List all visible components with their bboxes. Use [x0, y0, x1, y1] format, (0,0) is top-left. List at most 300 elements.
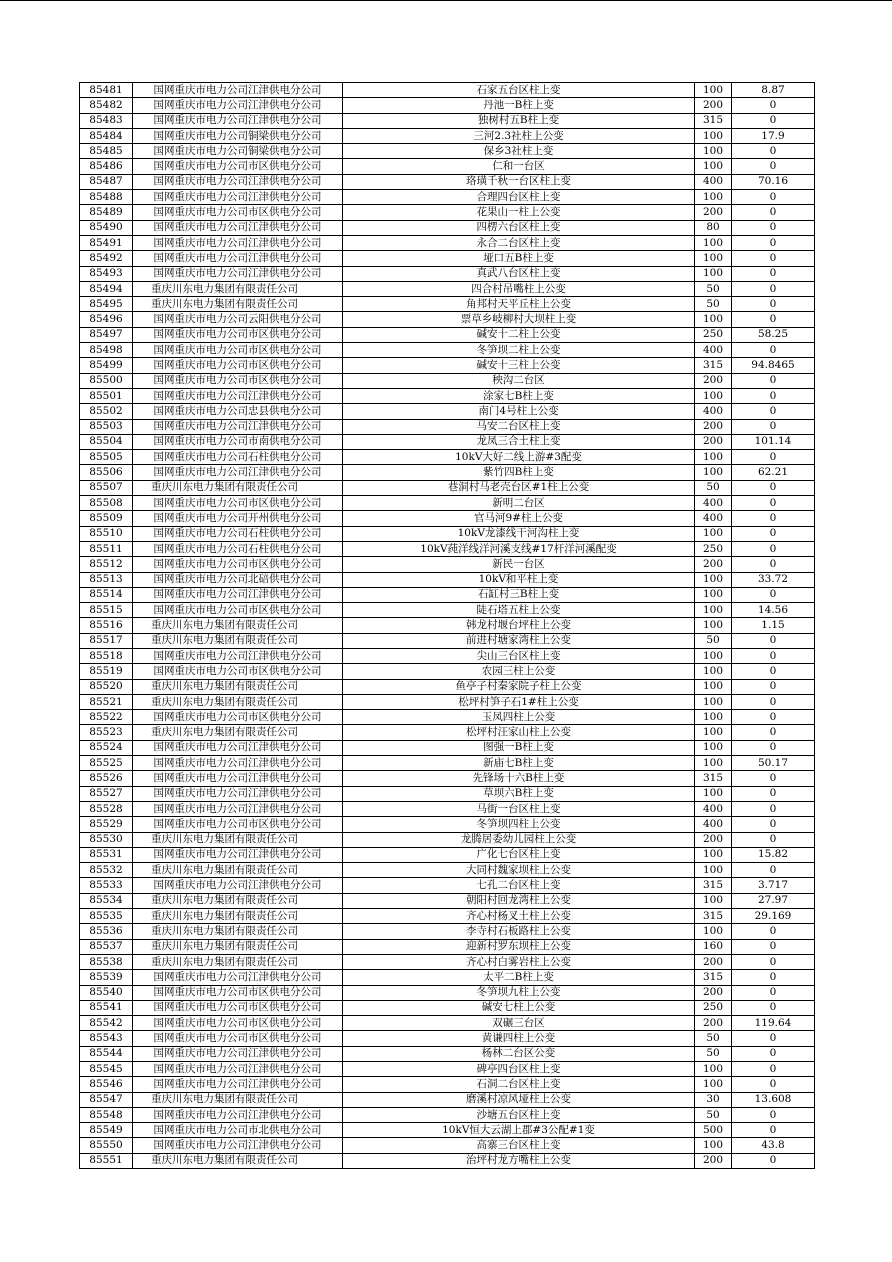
capacity-cell: 400 — [695, 343, 732, 358]
transformer-name-cell: 碑亭四台区柱上变 — [343, 1062, 695, 1077]
row-id-cell: 85502 — [80, 404, 133, 419]
capacity-cell: 315 — [695, 113, 732, 128]
transformer-name-cell: 合理四台区柱上变 — [343, 190, 695, 205]
transformer-name-cell: 垭口五B柱上变 — [343, 251, 695, 266]
row-id-cell: 85532 — [80, 863, 133, 878]
row-id-cell: 85541 — [80, 1000, 133, 1015]
capacity-cell: 100 — [695, 603, 732, 618]
row-id-cell: 85533 — [80, 878, 133, 893]
table-row — [80, 113, 815, 128]
capacity-cell: 100 — [695, 450, 732, 465]
company-cell: 国网重庆市电力公司江津供电分公司 — [133, 235, 343, 250]
capacity-cell: 100 — [695, 388, 732, 403]
capacity-cell: 315 — [695, 771, 732, 786]
top-rule — [0, 0, 892, 1]
table-row — [80, 358, 815, 373]
capacity-cell: 100 — [695, 924, 732, 939]
value-cell: 0 — [732, 235, 815, 250]
row-id-cell: 85482 — [80, 98, 133, 113]
capacity-cell: 200 — [695, 98, 732, 113]
value-cell: 0 — [732, 725, 815, 740]
row-id-cell: 85547 — [80, 1092, 133, 1107]
transformer-name-cell: 新庙七B柱上变 — [343, 756, 695, 771]
company-cell: 国网重庆市电力公司市区供电分公司 — [133, 496, 343, 511]
transformer-name-cell: 四合村吊嘴柱上公变 — [343, 281, 695, 296]
capacity-cell: 100 — [695, 618, 732, 633]
row-id-cell: 85488 — [80, 190, 133, 205]
row-id-cell: 85546 — [80, 1077, 133, 1092]
table-row — [80, 1031, 815, 1046]
company-cell: 重庆川东电力集团有限责任公司 — [133, 618, 343, 633]
company-cell: 国网重庆市电力公司江津供电分公司 — [133, 220, 343, 235]
capacity-cell: 315 — [695, 878, 732, 893]
value-cell: 0 — [732, 526, 815, 541]
value-cell: 0 — [732, 159, 815, 174]
capacity-cell: 100 — [695, 1138, 732, 1153]
transformer-name-cell: 花果山一柱上公变 — [343, 205, 695, 220]
transformer-name-cell: 10kV莼洋线洋河溪支线#17杆洋河溪配变 — [343, 541, 695, 556]
company-cell: 重庆川东电力集团有限责任公司 — [133, 633, 343, 648]
value-cell: 0 — [732, 1046, 815, 1061]
transformer-name-cell: 紫竹四B柱上变 — [343, 465, 695, 480]
row-id-cell: 85492 — [80, 251, 133, 266]
row-id-cell: 85499 — [80, 358, 133, 373]
capacity-cell: 100 — [695, 312, 732, 327]
company-cell: 国网重庆市电力公司市区供电分公司 — [133, 664, 343, 679]
company-cell: 国网重庆市电力公司石柱供电分公司 — [133, 450, 343, 465]
row-id-cell: 85503 — [80, 419, 133, 434]
company-cell: 国网重庆市电力公司江津供电分公司 — [133, 419, 343, 434]
capacity-cell: 100 — [695, 526, 732, 541]
transformer-name-cell: 高寨三台区柱上变 — [343, 1138, 695, 1153]
capacity-cell: 500 — [695, 1123, 732, 1138]
capacity-cell: 400 — [695, 511, 732, 526]
row-id-cell: 85525 — [80, 756, 133, 771]
transformer-name-cell: 沙塘五台区柱上变 — [343, 1107, 695, 1122]
transformer-name-cell: 尖山三台区柱上变 — [343, 648, 695, 663]
row-id-cell: 85536 — [80, 924, 133, 939]
capacity-cell: 400 — [695, 496, 732, 511]
transformer-name-cell: 南门4号柱上公变 — [343, 404, 695, 419]
value-cell: 0 — [732, 1123, 815, 1138]
row-id-cell: 85519 — [80, 664, 133, 679]
table-row — [80, 266, 815, 281]
company-cell: 重庆川东电力集团有限责任公司 — [133, 679, 343, 694]
table-row — [80, 618, 815, 633]
company-cell: 重庆川东电力集团有限责任公司 — [133, 725, 343, 740]
row-id-cell: 85509 — [80, 511, 133, 526]
capacity-cell: 100 — [695, 740, 732, 755]
company-cell: 国网重庆市电力公司江津供电分公司 — [133, 1107, 343, 1122]
value-cell: 62.21 — [732, 465, 815, 480]
table-row — [80, 480, 815, 495]
value-cell: 0 — [732, 970, 815, 985]
table-row — [80, 1046, 815, 1061]
row-id-cell: 85524 — [80, 740, 133, 755]
transformer-name-cell: 鱼亭子村秦家院子柱上公变 — [343, 679, 695, 694]
capacity-cell: 100 — [695, 144, 732, 159]
table-row — [80, 863, 815, 878]
transformer-name-cell: 票草乡岐柳村大坝柱上变 — [343, 312, 695, 327]
row-id-cell: 85514 — [80, 587, 133, 602]
transformer-name-cell: 永合二台区柱上变 — [343, 235, 695, 250]
table-row — [80, 1123, 815, 1138]
table-row — [80, 465, 815, 480]
value-cell: 29.169 — [732, 909, 815, 924]
company-cell: 重庆川东电力集团有限责任公司 — [133, 694, 343, 709]
row-id-cell: 85521 — [80, 694, 133, 709]
table-row — [80, 786, 815, 801]
transformer-name-cell: 巷洞村马老壳台区#1柱上公变 — [343, 480, 695, 495]
transformer-name-cell: 齐心村白雾岩柱上公变 — [343, 954, 695, 969]
capacity-cell: 100 — [695, 725, 732, 740]
transformer-name-cell: 冬笋坝二柱上公变 — [343, 343, 695, 358]
row-id-cell: 85545 — [80, 1062, 133, 1077]
value-cell: 0 — [732, 419, 815, 434]
value-cell: 0 — [732, 557, 815, 572]
transformer-name-cell: 秧沟二台区 — [343, 373, 695, 388]
capacity-cell: 200 — [695, 1016, 732, 1031]
value-cell: 43.8 — [732, 1138, 815, 1153]
table-row — [80, 1077, 815, 1092]
capacity-cell: 100 — [695, 465, 732, 480]
capacity-cell: 50 — [695, 1046, 732, 1061]
company-cell: 国网重庆市电力公司江津供电分公司 — [133, 587, 343, 602]
capacity-cell: 160 — [695, 939, 732, 954]
company-cell: 国网重庆市电力公司忠县供电分公司 — [133, 404, 343, 419]
transformer-name-cell: 涂家七B柱上变 — [343, 388, 695, 403]
row-id-cell: 85510 — [80, 526, 133, 541]
capacity-cell: 200 — [695, 373, 732, 388]
table-row — [80, 128, 815, 143]
table-row — [80, 664, 815, 679]
row-id-cell: 85538 — [80, 954, 133, 969]
table-row — [80, 878, 815, 893]
table-row — [80, 220, 815, 235]
capacity-cell: 100 — [695, 679, 732, 694]
table-row — [80, 725, 815, 740]
value-cell: 0 — [732, 985, 815, 1000]
company-cell: 国网重庆市电力公司江津供电分公司 — [133, 801, 343, 816]
table-row — [80, 587, 815, 602]
capacity-cell: 100 — [695, 266, 732, 281]
capacity-cell: 100 — [695, 648, 732, 663]
value-cell: 0 — [732, 450, 815, 465]
transformer-name-cell: 治坪村龙方嘴柱上公变 — [343, 1153, 695, 1168]
row-id-cell: 85513 — [80, 572, 133, 587]
row-id-cell: 85523 — [80, 725, 133, 740]
table-row — [80, 404, 815, 419]
value-cell: 15.82 — [732, 847, 815, 862]
transformer-name-cell: 马安二台区柱上变 — [343, 419, 695, 434]
transformer-name-cell: 10kV大好二线上游#3配变 — [343, 450, 695, 465]
table-row — [80, 694, 815, 709]
transformer-name-cell: 四楞六台区柱上变 — [343, 220, 695, 235]
row-id-cell: 85518 — [80, 648, 133, 663]
transformer-name-cell: 保乡3社柱上变 — [343, 144, 695, 159]
value-cell: 0 — [732, 404, 815, 419]
company-cell: 国网重庆市电力公司江津供电分公司 — [133, 771, 343, 786]
value-cell: 0 — [732, 312, 815, 327]
row-id-cell: 85481 — [80, 83, 133, 98]
table-row — [80, 174, 815, 189]
row-id-cell: 85527 — [80, 786, 133, 801]
company-cell: 重庆川东电力集团有限责任公司 — [133, 281, 343, 296]
transformer-name-cell: 草坝六B柱上变 — [343, 786, 695, 801]
row-id-cell: 85517 — [80, 633, 133, 648]
capacity-cell: 200 — [695, 557, 732, 572]
row-id-cell: 85543 — [80, 1031, 133, 1046]
table-row — [80, 710, 815, 725]
company-cell: 重庆川东电力集团有限责任公司 — [133, 863, 343, 878]
table-row — [80, 801, 815, 816]
table-row — [80, 327, 815, 342]
row-id-cell: 85486 — [80, 159, 133, 174]
table-row — [80, 98, 815, 113]
capacity-cell: 400 — [695, 174, 732, 189]
value-cell: 8.87 — [732, 83, 815, 98]
value-cell: 0 — [732, 511, 815, 526]
table-row — [80, 312, 815, 327]
transformer-name-cell: 碱安十二柱上公变 — [343, 327, 695, 342]
transformer-name-cell: 珞璜千秋一台区柱上变 — [343, 174, 695, 189]
value-cell: 1.15 — [732, 618, 815, 633]
row-id-cell: 85512 — [80, 557, 133, 572]
transformer-name-cell: 10kV和平柱上变 — [343, 572, 695, 587]
company-cell: 国网重庆市电力公司石柱供电分公司 — [133, 526, 343, 541]
company-cell: 国网重庆市电力公司铜梁供电分公司 — [133, 128, 343, 143]
table-row — [80, 740, 815, 755]
table-row — [80, 235, 815, 250]
capacity-cell: 50 — [695, 480, 732, 495]
value-cell: 58.25 — [732, 327, 815, 342]
company-cell: 国网重庆市电力公司市区供电分公司 — [133, 1031, 343, 1046]
capacity-cell: 30 — [695, 1092, 732, 1107]
company-cell: 国网重庆市电力公司市区供电分公司 — [133, 985, 343, 1000]
transformer-name-cell: 迎新村罗东坝柱上公变 — [343, 939, 695, 954]
value-cell: 0 — [732, 281, 815, 296]
transformer-name-cell: 官马河9#柱上公变 — [343, 511, 695, 526]
company-cell: 国网重庆市电力公司江津供电分公司 — [133, 465, 343, 480]
company-cell: 重庆川东电力集团有限责任公司 — [133, 909, 343, 924]
value-cell: 0 — [732, 98, 815, 113]
value-cell: 27.97 — [732, 893, 815, 908]
value-cell: 0 — [732, 939, 815, 954]
company-cell: 国网重庆市电力公司江津供电分公司 — [133, 1046, 343, 1061]
row-id-cell: 85489 — [80, 205, 133, 220]
row-id-cell: 85497 — [80, 327, 133, 342]
company-cell: 国网重庆市电力公司江津供电分公司 — [133, 740, 343, 755]
table-row — [80, 1016, 815, 1031]
value-cell: 0 — [732, 297, 815, 312]
table-row — [80, 251, 815, 266]
capacity-cell: 100 — [695, 235, 732, 250]
row-id-cell: 85529 — [80, 817, 133, 832]
table-row — [80, 924, 815, 939]
capacity-cell: 250 — [695, 541, 732, 556]
transformer-name-cell: 韩龙村堰台坪柱上公变 — [343, 618, 695, 633]
table-row — [80, 985, 815, 1000]
transformer-name-cell: 齐心村杨叉土柱上公变 — [343, 909, 695, 924]
capacity-cell: 100 — [695, 190, 732, 205]
value-cell: 0 — [732, 771, 815, 786]
row-id-cell: 85549 — [80, 1123, 133, 1138]
transformer-name-cell: 角邦村天平丘柱上公变 — [343, 297, 695, 312]
capacity-cell: 100 — [695, 710, 732, 725]
company-cell: 重庆川东电力集团有限责任公司 — [133, 297, 343, 312]
capacity-cell: 100 — [695, 83, 732, 98]
transformer-name-cell: 广化七台区柱上变 — [343, 847, 695, 862]
table-row — [80, 557, 815, 572]
capacity-cell: 250 — [695, 1000, 732, 1015]
row-id-cell: 85522 — [80, 710, 133, 725]
value-cell: 0 — [732, 541, 815, 556]
table-row — [80, 144, 815, 159]
table-row — [80, 419, 815, 434]
company-cell: 国网重庆市电力公司江津供电分公司 — [133, 1138, 343, 1153]
table-row — [80, 190, 815, 205]
company-cell: 国网重庆市电力公司市区供电分公司 — [133, 327, 343, 342]
company-cell: 国网重庆市电力公司市区供电分公司 — [133, 557, 343, 572]
company-cell: 国网重庆市电力公司江津供电分公司 — [133, 970, 343, 985]
company-cell: 重庆川东电力集团有限责任公司 — [133, 1092, 343, 1107]
row-id-cell: 85504 — [80, 434, 133, 449]
value-cell: 0 — [732, 924, 815, 939]
transformer-name-cell: 松坪村汪家山柱上公变 — [343, 725, 695, 740]
row-id-cell: 85516 — [80, 618, 133, 633]
row-id-cell: 85505 — [80, 450, 133, 465]
row-id-cell: 85540 — [80, 985, 133, 1000]
capacity-cell: 400 — [695, 817, 732, 832]
company-cell: 国网重庆市电力公司市区供电分公司 — [133, 817, 343, 832]
table-row — [80, 511, 815, 526]
company-cell: 国网重庆市电力公司江津供电分公司 — [133, 190, 343, 205]
capacity-cell: 100 — [695, 128, 732, 143]
transformer-name-cell: 农园三柱上公变 — [343, 664, 695, 679]
value-cell: 0 — [732, 144, 815, 159]
table-row — [80, 159, 815, 174]
table-row — [80, 450, 815, 465]
capacity-cell: 50 — [695, 1107, 732, 1122]
value-cell: 0 — [732, 801, 815, 816]
transformer-name-cell: 马街一台区柱上变 — [343, 801, 695, 816]
transformer-name-cell: 龙凤三合土柱上变 — [343, 434, 695, 449]
row-id-cell: 85542 — [80, 1016, 133, 1031]
capacity-cell: 100 — [695, 893, 732, 908]
value-cell: 0 — [732, 1000, 815, 1015]
company-cell: 国网重庆市电力公司江津供电分公司 — [133, 847, 343, 862]
company-cell: 国网重庆市电力公司江津供电分公司 — [133, 786, 343, 801]
table-row — [80, 847, 815, 862]
table-row — [80, 771, 815, 786]
table-row — [80, 893, 815, 908]
transformer-name-cell: 三河2.3社柱上公变 — [343, 128, 695, 143]
company-cell: 国网重庆市电力公司市区供电分公司 — [133, 205, 343, 220]
value-cell: 0 — [732, 863, 815, 878]
capacity-cell: 200 — [695, 1153, 732, 1168]
capacity-cell: 100 — [695, 863, 732, 878]
company-cell: 国网重庆市电力公司江津供电分公司 — [133, 878, 343, 893]
row-id-cell: 85515 — [80, 603, 133, 618]
capacity-cell: 100 — [695, 786, 732, 801]
company-cell: 重庆川东电力集团有限责任公司 — [133, 1153, 343, 1168]
capacity-cell: 200 — [695, 832, 732, 847]
table-row — [80, 83, 815, 98]
transformer-name-cell: 独树村五B柱上变 — [343, 113, 695, 128]
row-id-cell: 85544 — [80, 1046, 133, 1061]
row-id-cell: 85534 — [80, 893, 133, 908]
table-row — [80, 434, 815, 449]
transformer-name-cell: 大同村魏家坝柱上公变 — [343, 863, 695, 878]
transformer-name-cell: 新民一台区 — [343, 557, 695, 572]
capacity-cell: 100 — [695, 847, 732, 862]
company-cell: 国网重庆市电力公司市区供电分公司 — [133, 710, 343, 725]
transformer-name-cell: 松坪村笋子石1#柱上公变 — [343, 694, 695, 709]
row-id-cell: 85501 — [80, 388, 133, 403]
row-id-cell: 85493 — [80, 266, 133, 281]
value-cell: 0 — [732, 832, 815, 847]
row-id-cell: 85484 — [80, 128, 133, 143]
capacity-cell: 200 — [695, 419, 732, 434]
company-cell: 重庆川东电力集团有限责任公司 — [133, 893, 343, 908]
transformer-name-cell: 双碾三台区 — [343, 1016, 695, 1031]
transformer-name-cell: 石缸村三B柱上变 — [343, 587, 695, 602]
row-id-cell: 85531 — [80, 847, 133, 862]
table-row — [80, 679, 815, 694]
transformer-name-cell: 10kV龙漆线干河沟柱上变 — [343, 526, 695, 541]
value-cell: 101.14 — [732, 434, 815, 449]
transformer-name-cell: 10kV恒大云湖上郡#3公配#1变 — [343, 1123, 695, 1138]
value-cell: 0 — [732, 190, 815, 205]
table-row — [80, 633, 815, 648]
company-cell: 国网重庆市电力公司江津供电分公司 — [133, 174, 343, 189]
value-cell: 0 — [732, 205, 815, 220]
company-cell: 重庆川东电力集团有限责任公司 — [133, 832, 343, 847]
company-cell: 国网重庆市电力公司市区供电分公司 — [133, 1016, 343, 1031]
row-id-cell: 85508 — [80, 496, 133, 511]
company-cell: 国网重庆市电力公司北碚供电分公司 — [133, 572, 343, 587]
company-cell: 国网重庆市电力公司江津供电分公司 — [133, 98, 343, 113]
table-row — [80, 1062, 815, 1077]
company-cell: 国网重庆市电力公司市区供电分公司 — [133, 1000, 343, 1015]
table-row — [80, 572, 815, 587]
value-cell: 0 — [732, 954, 815, 969]
value-cell: 0 — [732, 1031, 815, 1046]
value-cell: 0 — [732, 740, 815, 755]
capacity-cell: 100 — [695, 694, 732, 709]
table-row — [80, 1000, 815, 1015]
transformer-name-cell: 碱安七柱上公变 — [343, 1000, 695, 1015]
value-cell: 17.9 — [732, 128, 815, 143]
company-cell: 国网重庆市电力公司江津供电分公司 — [133, 83, 343, 98]
table-row — [80, 756, 815, 771]
company-cell: 国网重庆市电力公司市区供电分公司 — [133, 343, 343, 358]
company-cell: 重庆川东电力集团有限责任公司 — [133, 480, 343, 495]
transformer-name-cell: 陡石塔五柱上公变 — [343, 603, 695, 618]
transformer-name-cell: 李寺村石板路柱上公变 — [343, 924, 695, 939]
row-id-cell: 85498 — [80, 343, 133, 358]
table-row — [80, 970, 815, 985]
table-body — [80, 83, 815, 1169]
transformer-table — [79, 82, 815, 1169]
value-cell: 119.64 — [732, 1016, 815, 1031]
capacity-cell: 100 — [695, 1062, 732, 1077]
table-row — [80, 603, 815, 618]
table-row — [80, 388, 815, 403]
transformer-name-cell: 杨林二台区公变 — [343, 1046, 695, 1061]
transformer-name-cell: 磨溪村凉风垭柱上公变 — [343, 1092, 695, 1107]
value-cell: 14.56 — [732, 603, 815, 618]
